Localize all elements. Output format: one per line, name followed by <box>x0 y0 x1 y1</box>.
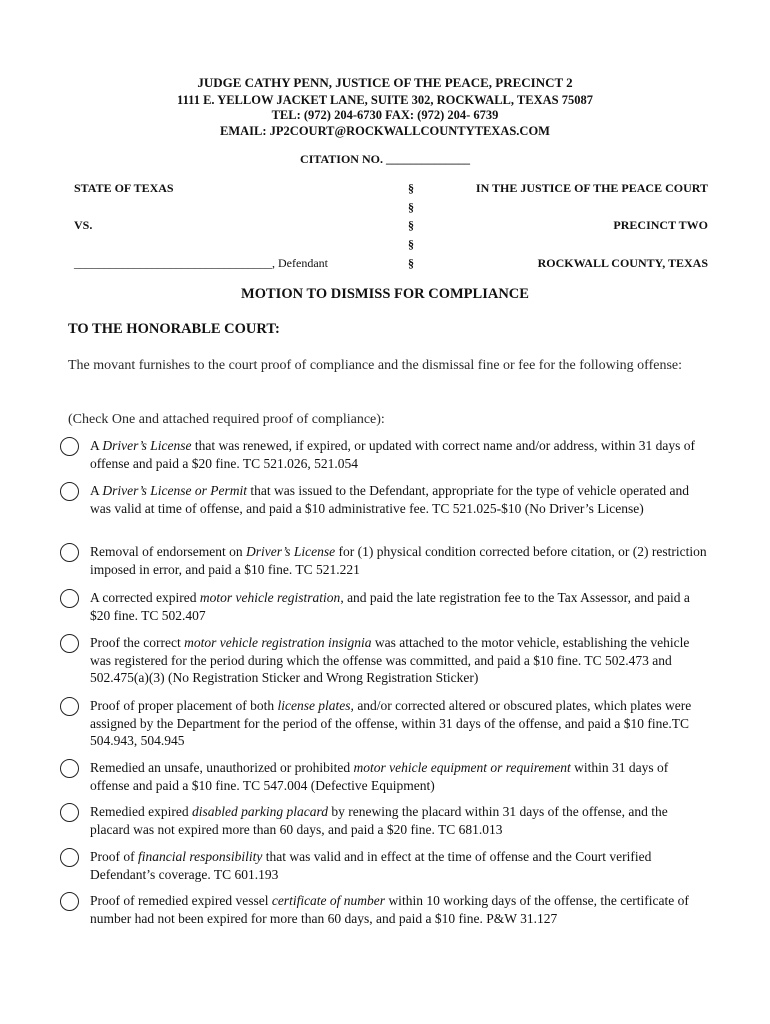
option-text <box>90 697 710 750</box>
section-symbol: § <box>408 200 414 214</box>
option-text <box>90 482 710 517</box>
option-text <box>90 848 710 883</box>
option-text-lead: A <box>90 438 103 453</box>
option-text-lead: Proof the correct <box>90 635 185 650</box>
caption-precinct: PRECINCT TWO <box>613 218 708 232</box>
option-text <box>90 437 710 472</box>
defendant-name-field[interactable]: _________________________________, Defendant <box>74 256 328 270</box>
option-text-lead: Proof of <box>90 849 138 864</box>
option-text-rest: that was valid and in effect at the time of offense and the Court verified Defendant’s coverage. TC 601.193 <box>90 849 652 882</box>
option-radio-button[interactable] <box>60 589 79 608</box>
court-name-header: JUDGE CATHY PENN, JUSTICE OF THE PEACE, PRECINCT 2 <box>197 75 573 90</box>
salutation: TO THE HONORABLE COURT: <box>68 321 280 337</box>
option-text-emphasis: certificate of number <box>271 893 386 908</box>
option-text-rest: by renewing the placard within 31 days of the offense, and the placard was not expired more than 60 days, and paid a $20 fine. TC 681.013 <box>90 804 668 837</box>
option-text <box>90 543 710 578</box>
option-text <box>90 589 710 624</box>
option-text-emphasis: disabled parking placard <box>191 804 328 819</box>
option-text-emphasis: Driver’s License <box>245 544 336 559</box>
option-text-lead: Remedied an unsafe, unauthorized or prohibited <box>90 760 354 775</box>
option-text-emphasis: motor vehicle registration insignia <box>184 635 372 650</box>
option-radio-button[interactable] <box>60 543 79 562</box>
section-symbol: § <box>408 256 414 270</box>
option-text-emphasis: motor vehicle equipment or requirement <box>353 760 571 775</box>
option-radio-button[interactable] <box>60 634 79 653</box>
option-text-lead: Remedied expired <box>90 804 192 819</box>
option-text-lead: A <box>90 483 103 498</box>
caption-county: ROCKWALL COUNTY, TEXAS <box>537 256 708 270</box>
option-radio-button[interactable] <box>60 892 79 911</box>
option-text-rest: within 10 working days of the offense, the certificate of number had not been expired for more than 60 days, and paid a $10 fine. P&W 31.127 <box>90 893 689 926</box>
option-radio-button[interactable] <box>60 803 79 822</box>
caption-state: STATE OF TEXAS <box>74 181 174 195</box>
option-text-rest: , and paid the late registration fee to the Tax Assessor, and paid a $20 fine. TC 502.407 <box>90 590 690 623</box>
court-address: 1111 E. YELLOW JACKET LANE, SUITE 302, ROCKWALL, TEXAS 75087 <box>177 93 593 107</box>
option-text-emphasis: Driver’s License or Permit <box>102 483 248 498</box>
option-text-lead: A corrected expired <box>90 590 200 605</box>
option-text-emphasis: financial responsibility <box>138 849 263 864</box>
citation-number-field[interactable]: CITATION NO. ______________ <box>300 152 470 166</box>
option-text-rest: within 31 days of offense and paid a $10 fine. TC 547.004 (Defective Equipment) <box>90 760 669 793</box>
option-text <box>90 759 710 794</box>
option-text-emphasis: motor vehicle registration <box>199 590 341 605</box>
option-text-lead: Proof of proper placement of both <box>90 698 278 713</box>
option-text-lead: Proof of remedied expired vessel <box>90 893 272 908</box>
option-text-emphasis: license plates, <box>277 698 354 713</box>
caption-court: IN THE JUSTICE OF THE PEACE COURT <box>475 181 708 195</box>
option-text <box>90 892 710 927</box>
option-radio-button[interactable] <box>60 697 79 716</box>
section-symbol: § <box>408 181 414 195</box>
option-radio-button[interactable] <box>60 759 79 778</box>
intro-paragraph: The movant furnishes to the court proof of compliance and the dismissal fine or fee for the following offense: <box>68 358 683 373</box>
option-text-emphasis: Driver’s License <box>102 438 192 453</box>
option-radio-button[interactable] <box>60 482 79 501</box>
section-symbol: § <box>408 237 414 251</box>
court-email: EMAIL: JP2COURT@ROCKWALLCOUNTYTEXAS.COM <box>220 124 550 138</box>
court-phone-fax: TEL: (972) 204-6730 FAX: (972) 204- 6739 <box>271 108 499 122</box>
section-symbol: § <box>408 218 414 232</box>
document-title: MOTION TO DISMISS FOR COMPLIANCE <box>241 286 529 302</box>
option-text <box>90 634 710 687</box>
option-text-rest: that was issued to the Defendant, appropriate for the type of vehicle operated and was valid at time of offense, and paid a $10 administrative fee. TC 521.025-$10 (No Driver’s License) <box>90 483 689 516</box>
option-text-rest: that was renewed, if expired, or updated with correct name and/or address, within 31 days of offense and paid a $20 fine. TC 521.026, 521.054 <box>90 438 695 471</box>
option-text <box>90 803 710 838</box>
caption-vs: VS. <box>74 218 93 232</box>
option-radio-button[interactable] <box>60 437 79 456</box>
option-radio-button[interactable] <box>60 848 79 867</box>
option-text-rest: and/or corrected altered or obscured plates, which plates were assigned by the Department for the period of the offense, within 31 days of the offense, and paid a $10 fine.TC 504.943, 504.945 <box>90 698 692 748</box>
option-text-rest: for (1) physical condition corrected before citation, or (2) restriction imposed in error, and paid a $10 fine. TC 521.221 <box>90 544 707 577</box>
option-text-lead: Removal of endorsement on <box>90 544 246 559</box>
option-text-rest: was attached to the motor vehicle, establishing the vehicle was registered for the period during which the offense was committed, and paid a $10 fine. TC 502.473 and 502.475(a)(3) (No Registration Sticker and Wrong Registration Sticker) <box>90 635 690 685</box>
instruction-text: (Check One and attached required proof of compliance): <box>68 412 385 427</box>
